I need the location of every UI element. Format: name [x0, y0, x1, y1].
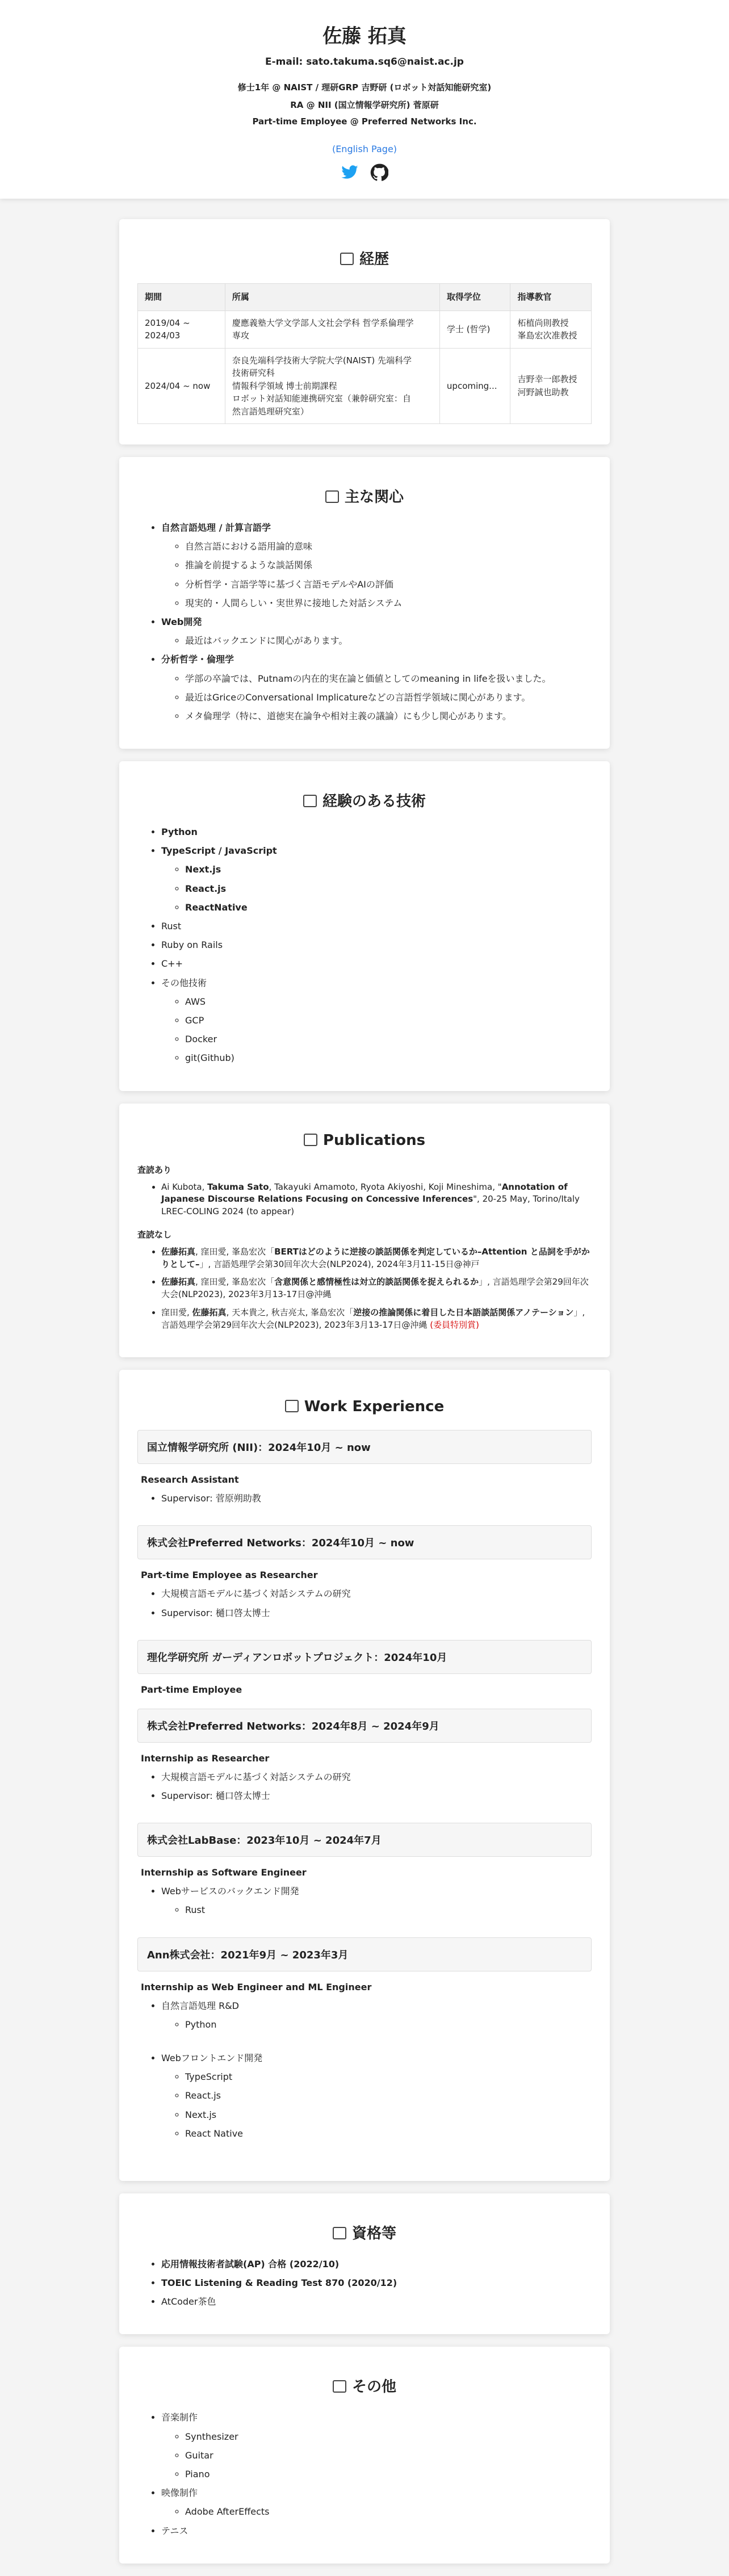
- pub-authors-pre: Ai Kubota,: [161, 1181, 208, 1192]
- cell-line: 専攻: [232, 330, 249, 341]
- section-title: 資格等: [351, 2225, 396, 2242]
- pub-title: BERTはどのように逆接の談話関係を判定しているか–Attention と品詞を手がかりとして–: [161, 1246, 590, 1269]
- list-item: [161, 1587, 592, 1600]
- pub-authors-rest: , 天本貴之, 秋吉亮太, 峯島宏次「: [226, 1307, 354, 1318]
- column-header: 所属: [225, 284, 439, 311]
- list-item: [161, 615, 592, 647]
- sub-list: [161, 540, 592, 610]
- nonrefereed-label: 査読なし: [137, 1229, 172, 1240]
- list-item: [161, 976, 592, 1065]
- sub-list-item: ◦ git(Github): [185, 1051, 592, 1064]
- cell-line: 河野誠也助教: [517, 387, 569, 397]
- work-section: [119, 1370, 610, 2181]
- publication-item: [161, 1276, 592, 1301]
- sub-list: [161, 1903, 592, 1916]
- sub-list-item: ◦ 学部の卒論では、Putnamの内在的実在論と価値としてのmeaning in lifeを扱いました。: [185, 672, 592, 685]
- pub-title: 含意関係と感情極性は対立的談話関係を捉えられるか: [274, 1277, 479, 1287]
- list-item-label: 自然言語処理 R&D: [161, 2000, 240, 2011]
- others-list: [137, 2411, 592, 2537]
- job-heading: Ann株式会社：2021年9月 ~ 2023年3月: [137, 1937, 592, 1971]
- award-badge: (委員特別賞): [430, 1319, 479, 1330]
- section-title: その他: [351, 2378, 396, 2396]
- refereed-label: 査読あり: [137, 1164, 172, 1175]
- pub-title: Annotation of Japanese Discourse Relations Focusing on Concessive Inferences: [161, 1181, 568, 1205]
- list-item: [161, 844, 592, 914]
- list-item: [161, 1789, 592, 1802]
- list-item: [161, 521, 592, 610]
- pub-authors-pre: 窪田愛,: [161, 1307, 192, 1318]
- sub-list-item: ◦ Docker: [185, 1033, 592, 1046]
- cell-line: 慶應義塾大学文学部人文社会学科 哲学系倫理学: [232, 317, 414, 328]
- list-item-label: Webフロントエンド開発: [161, 2052, 263, 2063]
- nonrefereed-list: [137, 1246, 592, 1332]
- list-item: [161, 957, 592, 970]
- pub-authors-rest: , 窪田愛, 峯島宏次「: [195, 1277, 275, 1287]
- list-item-label: AtCoder茶色: [161, 2296, 216, 2308]
- sub-list: [161, 672, 592, 723]
- pub-venue: 」, 言語処理学会第29回年次大会(NLP2023), 2023年3月13-17日@沖縄: [161, 1277, 589, 1299]
- section-emoji-icon: [304, 1134, 317, 1146]
- qualifications-list: [137, 2258, 592, 2309]
- skills-section: [119, 761, 610, 1090]
- table-cell-affiliation: [225, 311, 439, 348]
- list-item: [161, 2524, 592, 2537]
- cell-line: 然言語処理研究室）: [232, 406, 309, 417]
- sub-list-item: ◦ 現実的・人間らしい・実世界に接地した対話システム: [185, 597, 592, 610]
- section-emoji-icon: [303, 795, 317, 807]
- publications-section: [119, 1104, 610, 1358]
- sub-list: [161, 2505, 592, 2518]
- sub-list-item: ◦ Piano: [185, 2468, 592, 2481]
- job-role: Internship as Software Engineer: [141, 1867, 307, 1878]
- publication-item: [161, 1307, 592, 1332]
- twitter-icon[interactable]: [341, 163, 359, 182]
- job-details: [137, 1492, 592, 1505]
- list-item: [161, 1606, 592, 1620]
- job-heading: 国立情報学研究所 (NII)：2024年10月 ~ now: [137, 1430, 592, 1464]
- list-item: [161, 2276, 592, 2289]
- list-item-label: Rust: [161, 921, 182, 932]
- github-icon[interactable]: [370, 163, 388, 182]
- list-item-label: 大規模言語モデルに基づく対話システムの研究: [161, 1588, 351, 1600]
- table-row: [138, 311, 592, 348]
- sub-list: [161, 2018, 592, 2031]
- pub-authors-rest: , 窪田愛, 峯島宏次「: [195, 1246, 275, 1257]
- sub-list-item: ◦ React.js: [185, 2089, 592, 2102]
- list-item: [161, 2295, 592, 2308]
- list-item: [161, 653, 592, 723]
- job-heading: 株式会社Preferred Networks：2024年10月 ~ now: [137, 1525, 592, 1559]
- section-emoji-icon: [333, 2227, 346, 2239]
- job-role: Research Assistant: [141, 1474, 239, 1486]
- cell-line: 峯島宏次准教授: [517, 330, 577, 341]
- job-heading: 株式会社LabBase：2023年10月 ~ 2024年7月: [137, 1823, 592, 1857]
- cell-line: 吉野幸一郎教授: [517, 374, 577, 385]
- section-title: 経験のある技術: [322, 793, 426, 811]
- sub-list-item: ◦ React Native: [185, 2127, 592, 2140]
- list-item-label: Web開発: [161, 616, 202, 627]
- list-item: [161, 938, 592, 951]
- list-item-label: Supervisor: 菅原朔助教: [161, 1493, 261, 1504]
- job-role: Internship as Researcher: [141, 1752, 270, 1764]
- refereed-list: [137, 1181, 592, 1218]
- publication-item: [161, 1181, 592, 1218]
- list-item-label: 映像制作: [161, 2487, 198, 2499]
- list-item-label: 大規模言語モデルに基づく対話システムの研究: [161, 1771, 351, 1782]
- sub-list-item: ◦ 分析哲学・言語学等に基づく言語モデルやAIの評価: [185, 578, 592, 591]
- sub-list-item: ◦ 推論を前提するような談話関係: [185, 559, 592, 572]
- sub-list-item: ◦ Adobe AfterEffects: [185, 2505, 592, 2518]
- pub-title: 逆接の推論関係に着目した日本語談話関係アノテーション: [353, 1307, 574, 1318]
- section-emoji-icon: [325, 490, 339, 503]
- qualifications-section: [119, 2193, 610, 2335]
- job-heading: 株式会社Preferred Networks：2024年8月 ~ 2024年9月: [137, 1709, 592, 1743]
- profile-header: [0, 0, 729, 199]
- cell-line: 2019/04 ~: [145, 317, 190, 328]
- page-title: 佐藤 拓真: [322, 25, 407, 48]
- list-item: [161, 1771, 592, 1784]
- sub-list-item: ◦ Next.js: [185, 2108, 592, 2121]
- sub-list-item: ◦ 最近はGriceのConversational Implicatureなどの言語哲学領域に関心があります。: [185, 691, 592, 704]
- list-item: [161, 2258, 592, 2271]
- list-item-label: Ruby on Rails: [161, 939, 223, 951]
- pub-venue: 」, 言語処理学会第30回年次大会(NLP2024), 2024年3月11-15日@神戸: [199, 1258, 480, 1269]
- affiliation-line: 修士1年 @ NAIST / 理研GRP 吉野研 (ロボット対話知能研究室): [237, 82, 492, 93]
- pub-self-author: Takuma Sato: [207, 1181, 269, 1192]
- interests-list: [137, 521, 592, 723]
- section-title: 主な関心: [344, 489, 404, 506]
- cell-line: 技術研究科: [232, 368, 275, 378]
- sub-list-item: ◦ Synthesizer: [185, 2430, 592, 2443]
- skills-list: [137, 825, 592, 1064]
- publication-item: [161, 1246, 592, 1271]
- sub-list-item: ◦ 自然言語における語用論的意味: [185, 540, 592, 553]
- list-item: [161, 1492, 592, 1505]
- list-item-label: C++: [161, 958, 183, 970]
- sub-list-item: ◦ AWS: [185, 995, 592, 1008]
- table-row: [138, 348, 592, 424]
- table-cell-period: [138, 348, 225, 424]
- list-item-label: 音楽制作: [161, 2412, 198, 2423]
- pub-venue: ", 20-25 May, Torino/Italy LREC-COLING 2024 (to appear): [161, 1194, 580, 1216]
- column-header: 指導教官: [510, 284, 592, 311]
- sub-list-item: ◦ Python: [185, 2018, 592, 2031]
- pub-self-author: 佐藤拓真: [161, 1277, 196, 1287]
- history-table: [137, 283, 592, 424]
- list-item-label: テニス: [161, 2525, 188, 2536]
- section-title: Publications: [322, 1131, 426, 1149]
- list-item: [161, 2051, 592, 2140]
- cell-line: 2024/03: [145, 330, 181, 341]
- affiliation-line: Part-time Employee @ Preferred Networks Inc.: [252, 116, 477, 127]
- job-details: [137, 1999, 592, 2140]
- list-item-label: Webサービスのバックエンド開発: [161, 1886, 299, 1897]
- email-text: E-mail: sato.takuma.sq6@naist.ac.jp: [265, 56, 464, 68]
- list-item-label: 応用情報技術者試験(AP) 合格 (2022/10): [161, 2258, 340, 2269]
- job-details: [137, 1587, 592, 1619]
- list-item-label: 自然言語処理 / 計算言語学: [161, 522, 271, 533]
- section-title: 経歴: [359, 251, 389, 268]
- sub-list-item: ◦ ReactNative: [185, 901, 592, 914]
- list-item-label: Python: [161, 826, 198, 838]
- sub-list-item: ◦ Rust: [185, 1903, 592, 1916]
- section-emoji-icon: [333, 2380, 346, 2393]
- sub-list-item: ◦ Next.js: [185, 863, 592, 876]
- list-item: [161, 920, 592, 933]
- sub-list-item: ◦ Guitar: [185, 2449, 592, 2462]
- list-item: [161, 2411, 592, 2481]
- column-header: 取得学位: [439, 284, 510, 311]
- table-cell-period: [138, 311, 225, 348]
- section-title: Work Experience: [304, 1398, 445, 1416]
- sub-list-item: ◦ 最近はバックエンドに関心があります。: [185, 634, 592, 647]
- sub-list-item: ◦ TypeScript: [185, 2070, 592, 2083]
- column-header: 期間: [138, 284, 225, 311]
- interests-section: [119, 457, 610, 749]
- pub-authors-rest: , Takayuki Amamoto, Ryota Akiyoshi, Koji Mineshima, ": [269, 1181, 502, 1192]
- cell-line: 柘植尚則教授: [517, 317, 569, 328]
- job-heading: 理化学研究所 ガーディアンロボットプロジェクト：2024年10月: [137, 1640, 592, 1674]
- sub-list-item: ◦ GCP: [185, 1014, 592, 1027]
- list-item-label: TOEIC Listening & Reading Test 870 (2020/12): [161, 2277, 397, 2289]
- section-emoji-icon: [340, 253, 354, 265]
- sub-list: [161, 634, 592, 647]
- list-item-label: TypeScript / JavaScript: [161, 845, 277, 857]
- cell-line: 奈良先端科学技術大学院大学(NAIST) 先端科学: [232, 355, 412, 366]
- job-role: Part-time Employee as Researcher: [141, 1570, 318, 1581]
- list-item-label: その他技術: [161, 977, 207, 988]
- list-item-label: 分析哲学・倫理学: [161, 654, 234, 665]
- sub-list: [161, 2070, 592, 2140]
- list-item: [161, 825, 592, 838]
- pub-venue: 」, 言語処理学会第29回年次大会(NLP2023), 2023年3月13-17日@沖縄: [161, 1307, 585, 1330]
- sub-list: [161, 863, 592, 914]
- history-section: [119, 219, 610, 444]
- list-item: [161, 2486, 592, 2518]
- sub-list-item: ◦ メタ倫理学（特に、道徳実在論争や相対主義の議論）にも少し関心があります。: [185, 710, 592, 723]
- affiliation-line: RA @ NII (国立情報学研究所) 菅原研: [290, 100, 439, 110]
- pub-self-author: 佐藤拓真: [192, 1307, 227, 1318]
- others-section: [119, 2347, 610, 2563]
- table-cell-degree: 学士 (哲学): [439, 311, 510, 348]
- list-item-label: Supervisor: 樋口啓太博士: [161, 1790, 270, 1801]
- sub-list: [161, 995, 592, 1065]
- list-item: [161, 1885, 592, 1916]
- pub-self-author: 佐藤拓真: [161, 1246, 196, 1257]
- cell-line: ロボット対話知能連携研究室（兼幹研究室：自: [232, 393, 411, 404]
- job-details: [137, 1885, 592, 1916]
- job-details: [137, 1771, 592, 1802]
- sub-list-item: ◦ React.js: [185, 882, 592, 895]
- cell-line: 情報科学領域 博士前期課程: [232, 380, 337, 391]
- cell-line: 2024/04 ~ now: [145, 380, 211, 391]
- job-role: Part-time Employee: [141, 1684, 242, 1695]
- section-emoji-icon: [285, 1400, 299, 1412]
- table-cell-advisor: [510, 348, 592, 424]
- job-role: Internship as Web Engineer and ML Engineer: [141, 1981, 372, 1992]
- list-item-label: Supervisor: 樋口啓太博士: [161, 1607, 270, 1618]
- table-cell-affiliation: [225, 348, 439, 424]
- sub-list: [161, 2430, 592, 2481]
- list-item: [161, 1999, 592, 2031]
- table-cell-advisor: [510, 311, 592, 348]
- table-cell-degree: upcoming...: [439, 348, 510, 424]
- english-page-link[interactable]: (English Page): [332, 144, 397, 154]
